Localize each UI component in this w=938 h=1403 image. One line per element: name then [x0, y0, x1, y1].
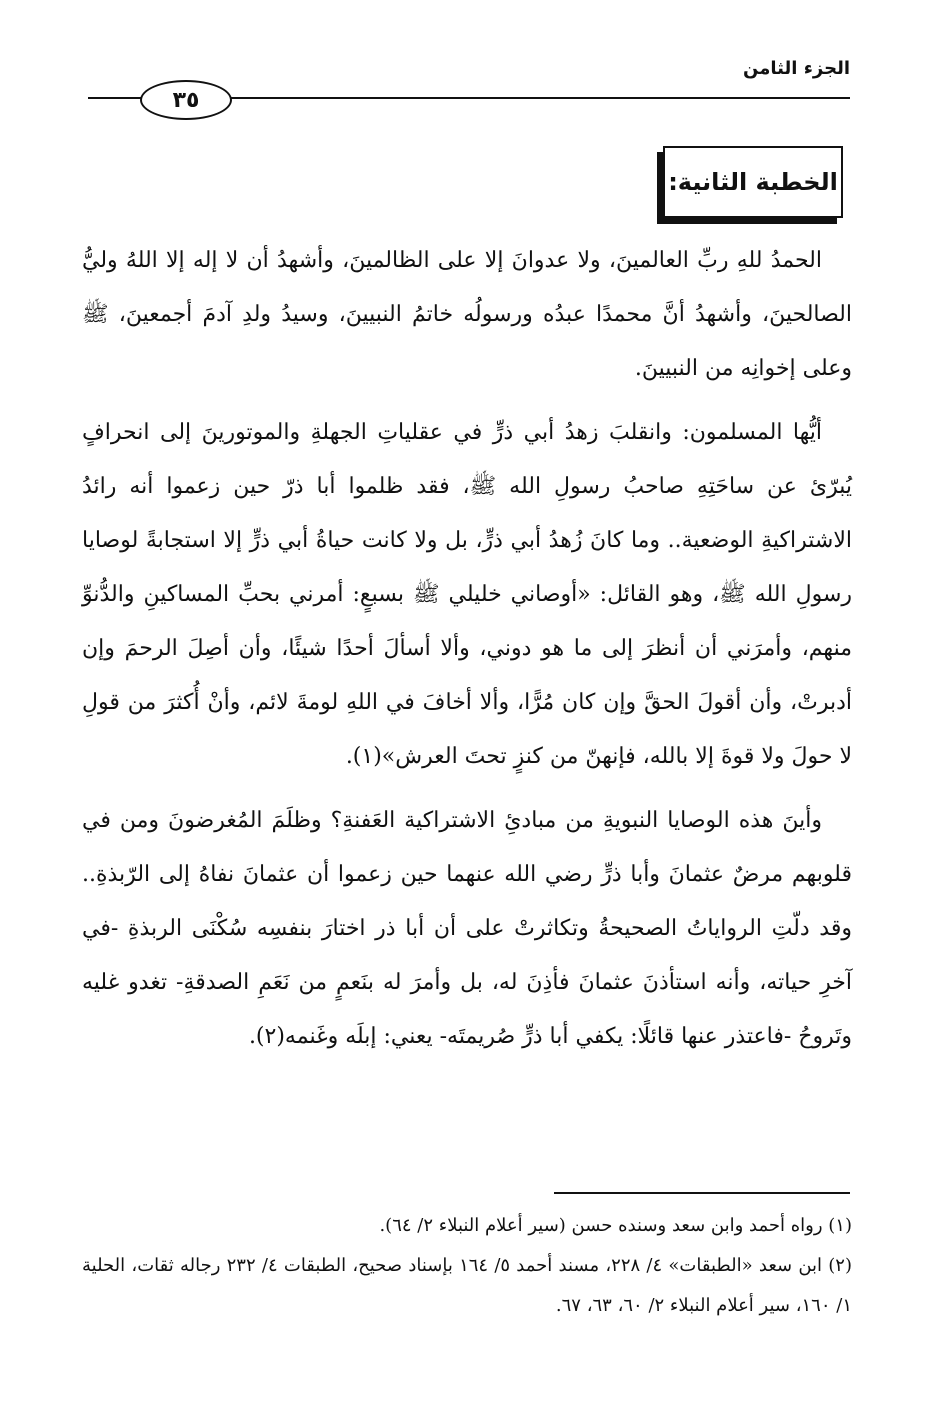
- paragraph: أيُّها المسلمون: وانقلبَ زهدُ أبي ذرٍّ في عقلياتِ الجهلةِ والموتورينَ إلى انحرافٍ يُبرّئ عن ساحَتِهِ صاحبُ رسولِ الله ﷺ، فقد ظلموا أبا ذرّ حين زعموا أنه رائدُ الاشتراكيةِ الوضعية.. وما كانَ زُهدُ أبي ذرٍّ، بل ولا كانت حياةُ أبي ذرٍّ إلا استجابةً لوصايا رسولِ الله ﷺ، وهو القائل: «أوصاني خليلي ﷺ بسبعٍ: أمرني بحبِّ المساكينِ والدُّنوِّ منهم، وأمرَني أن أنظرَ إلى ما هو دوني، وألا أسألَ أحدًا شيئًا، وأن أصِلَ الرحمَ وإن أدبرتْ، وأن أقولَ الحقَّ وإن كان مُرًّا، وألا أخافَ في اللهِ لومةَ لائم، وأنْ أُكثرَ من قولِ لا حولَ ولا قوةَ إلا بالله، فإنهنّ من كنزٍ تحتَ العرش»(١).: [82, 420, 852, 769]
- footnote: (٢) ابن سعد «الطبقات» ٤/ ٢٢٨، مسند أحمد ٥/ ١٦٤ بإسناد صحيح، الطبقات ٤/ ٢٣٢ رجاله ثقات، الحلية ١/ ١٦٠، سير أعلام النبلاء ٢/ ٦٠، ٦٣، ٦٧.: [82, 1255, 852, 1316]
- body-text: [82, 234, 852, 1074]
- running-header-title: الجزء الثامن: [743, 58, 850, 79]
- footnote-separator: [554, 1192, 850, 1194]
- page-number: ٣٥: [140, 80, 232, 120]
- footnote: (١) رواه أحمد وابن سعد وسنده حسن (سير أعلام النبلاء ٢/ ٦٤).: [379, 1215, 852, 1236]
- section-title: الخطبة الثانية:: [663, 146, 843, 218]
- paragraph: الحمدُ للهِ ربِّ العالمينَ، ولا عدوانَ إلا على الظالمينَ، وأشهدُ أن لا إله إلا اللهُ وليُّ الصالحينَ، وأشهدُ أنَّ محمدًا عبدُه ورسولُه خاتمُ النبيينَ، وسيدُ ولدِ آدمَ أجمعينَ، ﷺ وعلى إخوانِه من النبيينَ.: [82, 248, 852, 381]
- footnotes: [82, 1206, 852, 1326]
- paragraph: وأينَ هذه الوصايا النبويةِ من مبادئِ الاشتراكية العَفنةِ؟ وظلَمَ المُغرضونَ ومن في قلوبهم مرضٌ عثمانَ وأبا ذرٍّ رضي الله عنهما حين زعموا أن عثمانَ نفاهُ إلى الرّبذةِ.. وقد دلّتِ الرواياتُ الصحيحةُ وتكاثرتْ على أن أبا ذر اختارَ بنفسِه سُكْنَى الربذةِ -في آخرِ حياته، وأنه استأذنَ عثمانَ فأذِنَ له، بل وأمرَ له بنَعمٍ من نَعَمِ الصدقةِ- تغدو غليه وتَروحُ -فاعتذر عنها قائلًا: يكفي أبا ذرٍّ صُريمتَه- يعني: إبلَه وغَنمه(٢).: [82, 808, 852, 1049]
